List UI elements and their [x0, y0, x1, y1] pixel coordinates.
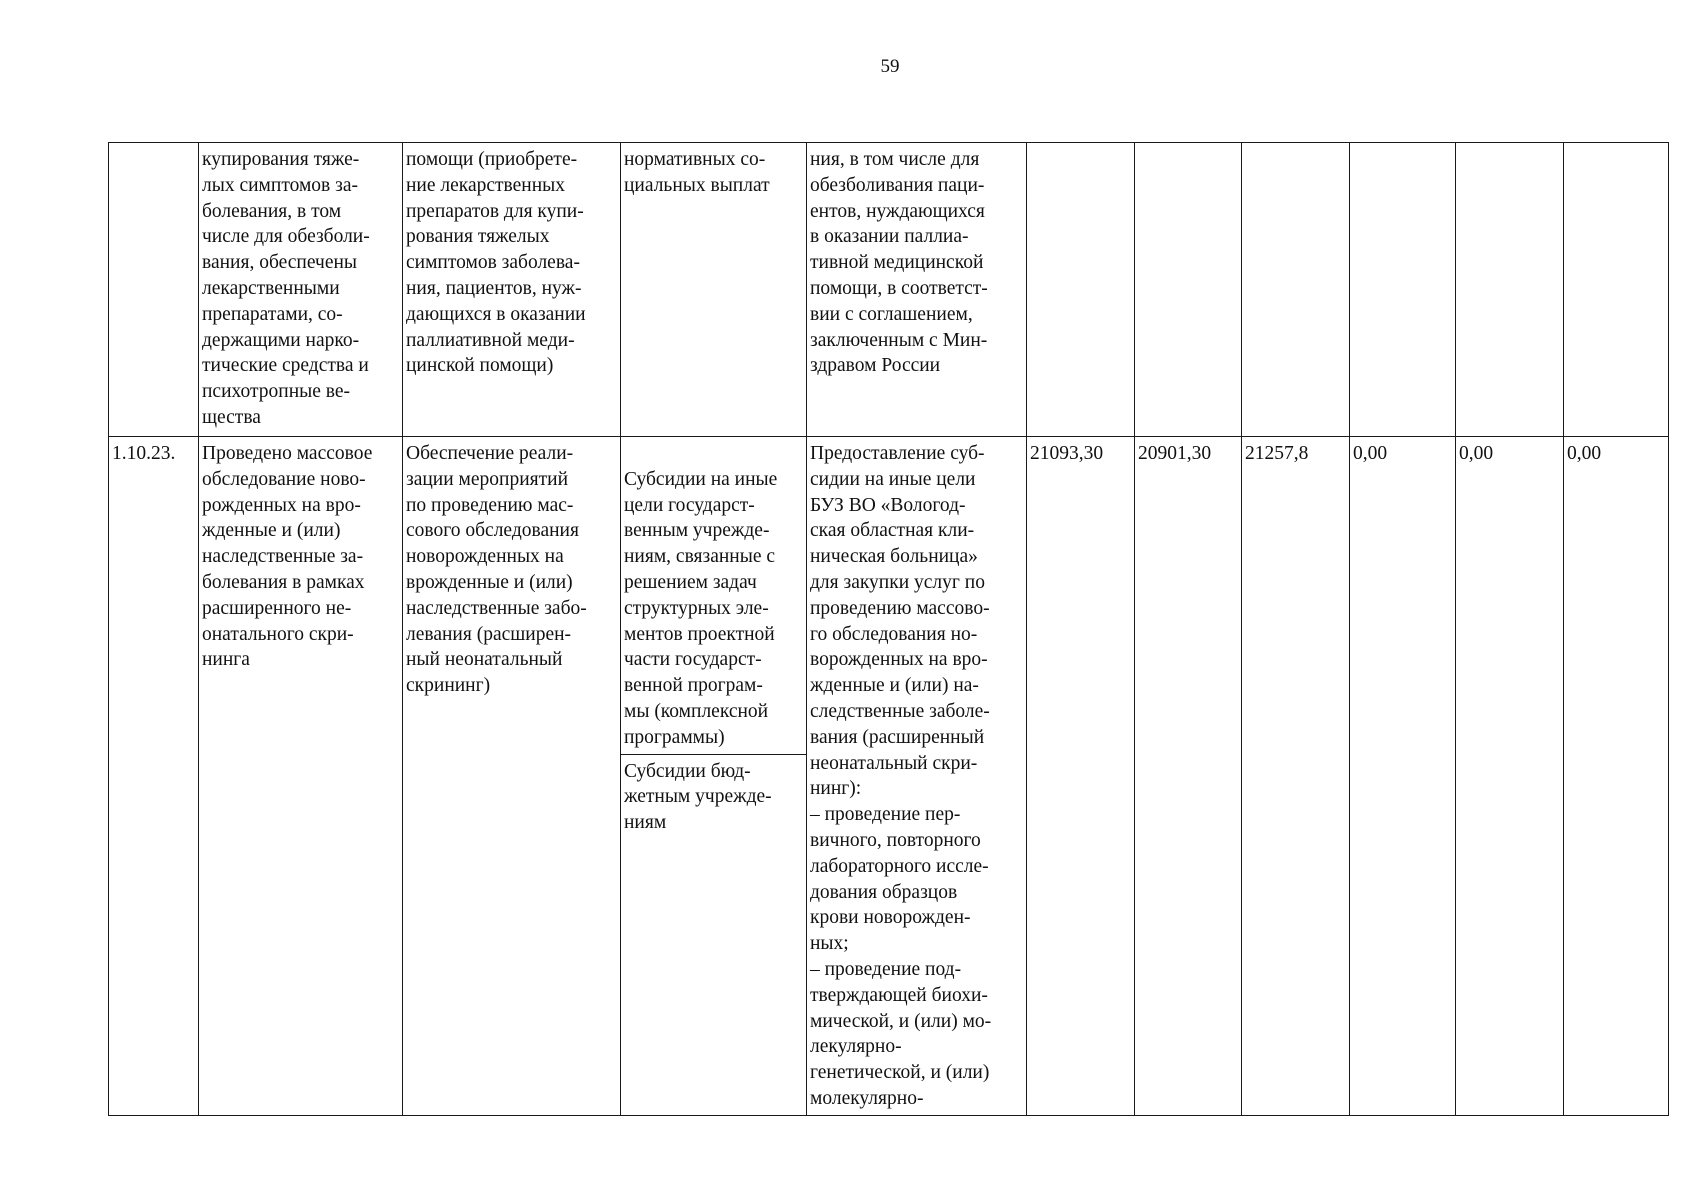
value-cell [1135, 143, 1242, 437]
description-cell: Предоставление суб- сидии на иные цели БУЗ ВО «Вологод- ская областная кли- ническая больница» для закупки услуг по проведению массово- го обследования но- ворожденных на вро- жденные и (или) на- следственные заболе- вания (расширенный неонатальный скри- нинг): – проведение пер- вичного, повторного лабораторного иссле- дования образцов крови новорожден- ных; – проведение под- тверждающей биохи- мической, и (или) мо- лекулярно- генетической, и (или) молекулярно- [807, 437, 1027, 1116]
description-cell: ния, в том числе для обезболивания паци- ентов, нуждающихся в оказании паллиа- тивной медицинской помощи, в соответст- вии с соглашением, заключенным с Мин- здравом России [807, 143, 1027, 437]
value-cell: 21257,8 [1242, 437, 1350, 1116]
funding-source-cell: нормативных со- циальных выплат [621, 143, 807, 437]
value-cell: 0,00 [1350, 437, 1456, 1116]
program-table [108, 142, 1669, 1116]
result-cell: Проведено массовое обследование ново- рожденных на вро- жденные и (или) наследственные за- болевания в рамках расширенного не- онатального скри- нинга [199, 437, 403, 1116]
event-cell: помощи (приобрете- ние лекарственных препаратов для купи- рования тяжелых симптомов заболева- ния, пациентов, нуж- дающихся в оказании паллиативной меди- цинской помощи) [403, 143, 621, 437]
table-row [109, 437, 1669, 1116]
row-number-cell: 1.10.23. [109, 437, 199, 1116]
value-cell [1242, 143, 1350, 437]
funding-source-secondary: Субсидии бюд- жетным учрежде- ниям [621, 754, 806, 839]
value-cell: 20901,30 [1135, 437, 1242, 1116]
funding-source-primary: Субсидии на иные цели государст- венным учрежде- ниям, связанные с решением задач структурных эле- ментов проектной части государст- венной програм- мы (комплексной программы) [624, 468, 778, 748]
result-cell: купирования тяже- лых симптомов за- болевания, в том числе для обезболи- вания, обеспечены лекарственными препаратами, со- держащими нарко- тические средства и психотропные ве- щества [199, 143, 403, 437]
funding-source-cell [621, 437, 807, 1116]
event-cell: Обеспечение реали- зации мероприятий по проведению мас- сового обследования новорожденных на врожденные и (или) наследственные забо- левания (расширен- ный неонатальный скрининг) [403, 437, 621, 1116]
value-cell [1456, 143, 1564, 437]
value-cell [1350, 143, 1456, 437]
value-cell [1564, 143, 1669, 437]
value-cell [1027, 143, 1135, 437]
value-cell: 0,00 [1564, 437, 1669, 1116]
value-cell: 0,00 [1456, 437, 1564, 1116]
value-cell: 21093,30 [1027, 437, 1135, 1116]
row-number-cell [109, 143, 199, 437]
page-number: 59 [880, 56, 900, 77]
table-row [109, 143, 1669, 437]
